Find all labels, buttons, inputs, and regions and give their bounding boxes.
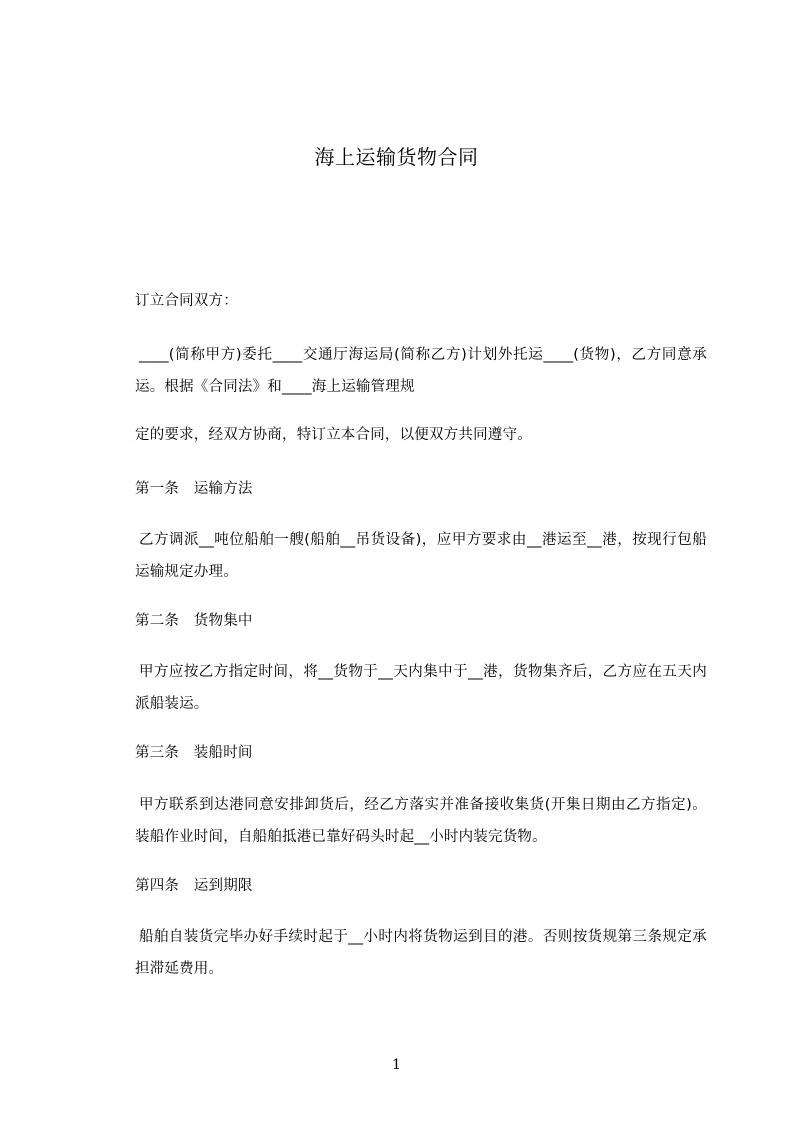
article-3-heading: 第三条 装船时间 <box>135 745 253 761</box>
purpose-paragraph: 定的要求，经双方协商，特订立本合同，以便双方共同遵守。 <box>135 427 532 443</box>
page-number: 1 <box>392 1057 401 1073</box>
article-3-body: 甲方联系到达港同意安排卸货后，经乙方落实并准备接收集货(开集日期由乙方指定)。装船作业时间，自船舶抵港已靠好码头时起__小时内装完货物。 <box>135 797 707 845</box>
intro-line: 订立合同双方： <box>135 293 238 309</box>
parties-paragraph: ____(简称甲方)委托____交通厅海运局(简称乙方)计划外托运____(货物)，乙方同意承运。根据《合同法》和____海上运输管理规 <box>135 347 707 395</box>
article-1-heading: 第一条 运输方法 <box>135 481 253 497</box>
document-title: 海上运输货物合同 <box>314 145 479 169</box>
article-4-body: 船舶自装货完毕办好手续时起于__小时内将货物运到目的港。否则按货规第三条规定承担滞延费用。 <box>135 929 707 977</box>
article-1-body: 乙方调派__吨位船舶一艘(船舶__吊货设备)，应甲方要求由__港运至__港，按现行包船运输规定办理。 <box>135 532 707 580</box>
article-2-body: 甲方应按乙方指定时间，将__货物于__天内集中于__港，货物集齐后，乙方应在五天内派船装运。 <box>135 664 707 712</box>
article-2-heading: 第二条 货物集中 <box>135 613 253 629</box>
article-4-heading: 第四条 运到期限 <box>135 878 253 894</box>
